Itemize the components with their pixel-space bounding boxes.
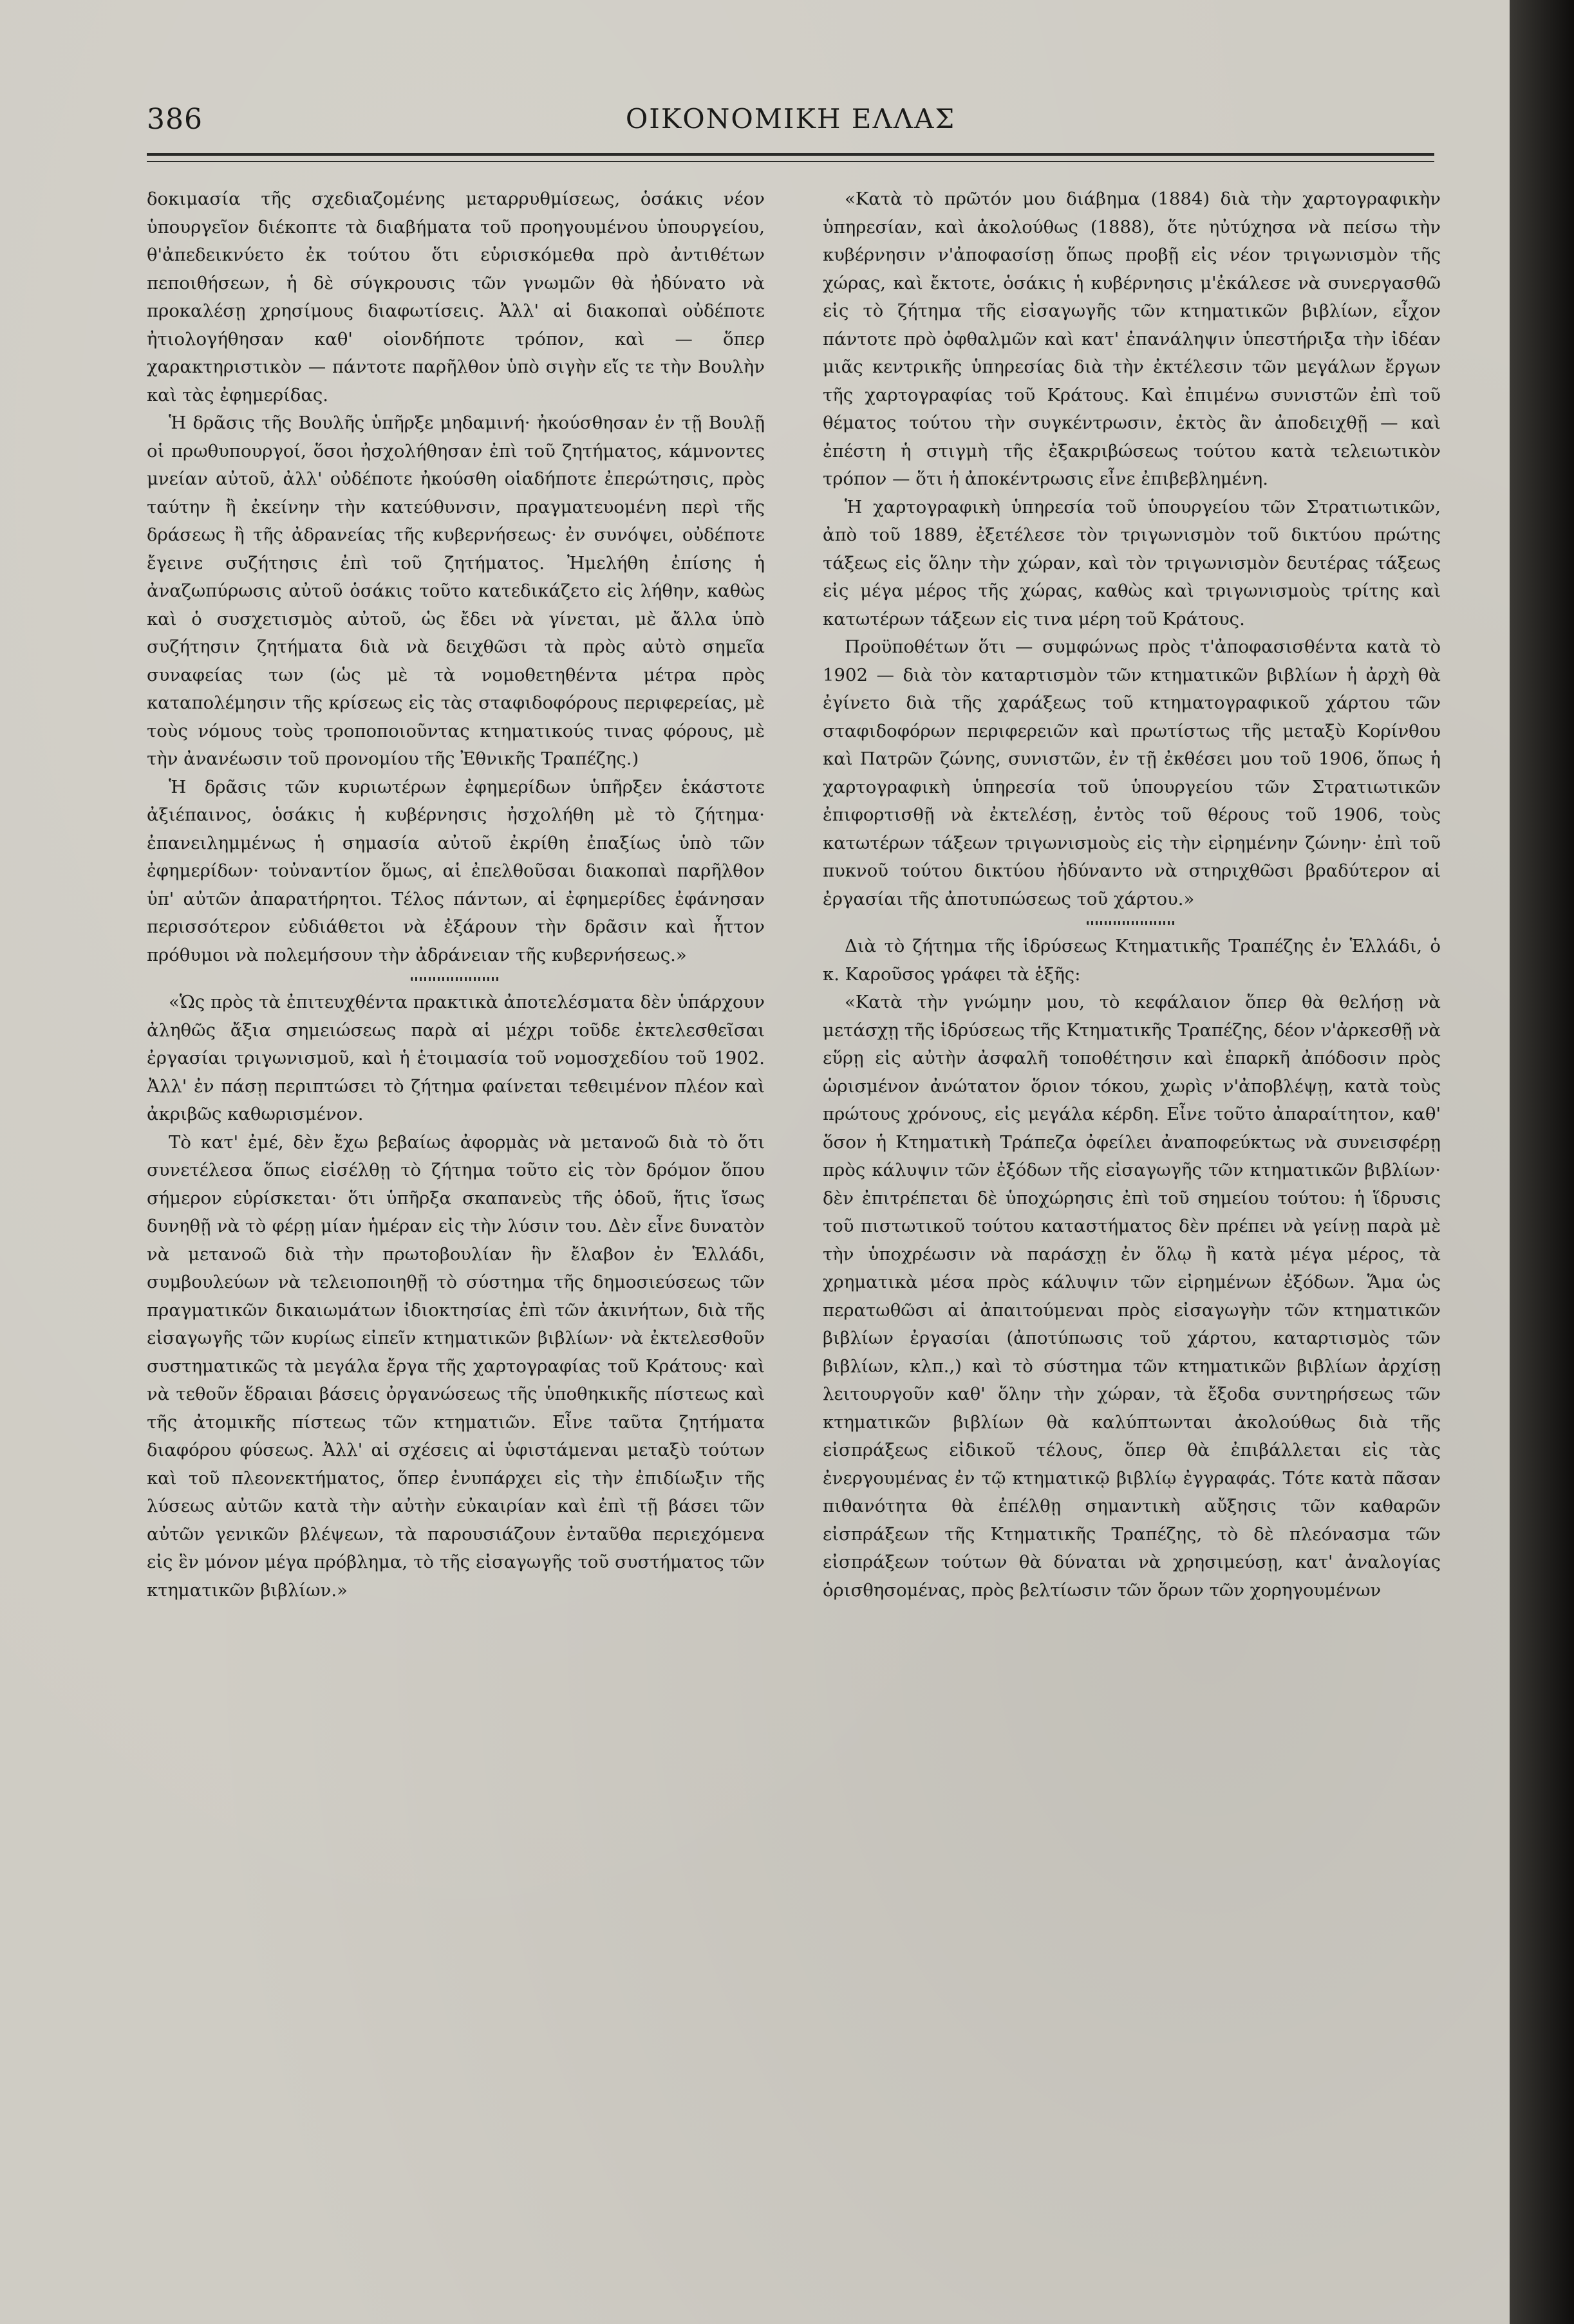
header-rule-thin [147,161,1434,162]
paragraph: Τὸ κατ' ἐμέ, δὲν ἔχω βεβαίως ἀφορμὰς νὰ μετανοῶ διὰ τὸ ὅτι συνετέλεσα ὅπως εἰσέλθῃ τὸ ζήτημα τοῦτο εἰς τὸν δρόμον ὅπου σήμερον εὑρίσκεται· ὅτι ὑπῆρξα σκαπανεὺς τῆς ὁδοῦ, ἥτις ἴσως δυνηθῇ νὰ τὸ φέρῃ μίαν ἡμέραν εἰς τὴν λύσιν του. Δὲν εἶνε δυνατὸν νὰ μετανοῶ διὰ τὴν πρωτοβουλίαν ἣν ἔλαβον ἐν Ἑλλάδι, συμβουλεύων νὰ τελειοποιηθῇ τὸ σύστημα τῆς δημοσιεύσεως τῶν πραγματικῶν δικαιωμάτων ἰδιοκτησίας ἐπὶ τῶν ἀκινήτων, διὰ τῆς εἰσαγωγῆς τῶν κυρίως εἰπεῖν κτηματικῶν βιβλίων· νὰ ἐκτελεσθοῦν συστηματικῶς τὰ μεγάλα ἔργα τῆς χαρτογραφίας τοῦ Κράτους· καὶ νὰ τεθοῦν ἕδραιαι βάσεις ὀργανώσεως τῆς ὑποθηκικῆς πίστεως καὶ τῆς ἀτομικῆς πίστεως τῶν κτηματιῶν. Εἶνε ταῦτα ζητήματα διαφόρου φύσεως. Ἀλλ' αἱ σχέσεις αἱ ὑφιστάμεναι μεταξὺ τούτων καὶ τοῦ πλεονεκτήματος, ὅπερ ἐνυπάρχει εἰς τὴν ἐπιδίωξιν τῆς λύσεως αὐτῶν κατὰ τὴν αὐτὴν εὐκαιρίαν καὶ ἐπὶ τῇ βάσει τῶν αὐτῶν γενικῶν βλέψεων, τὰ παρουσιάζουν ἐνταῦθα περιεχόμενα εἰς ἓν μόνον μέγα πρόβλημα, τὸ τῆς εἰσαγωγῆς τοῦ συστήματος τῶν κτηματικῶν βιβλίων.» [147,1131,765,1601]
section-divider [823,916,1441,929]
left-column [147,185,765,1604]
paragraph: Ἡ δρᾶσις τῆς Βουλῆς ὑπῆρξε μηδαμινή· ἠκούσθησαν ἐν τῇ Βουλῇ οἱ πρωθυπουργοί, ὅσοι ἠσχολήθησαν ἐπὶ τοῦ ζητήματος, κάμνοντες μνείαν αὐτοῦ, ἀλλ' οὐδέποτε ἠκούσθη οἱαδήποτε ἐπερώτησις, πρὸς ταύτην ἢ ἐκείνην τὴν κατεύθυνσιν, πραγματευομένη περὶ τῆς δράσεως ἢ τῆς ἀδρανείας τῆς κυβερνήσεως· ἐν συνόψει, οὐδέποτε ἔγεινε συζήτησις ἐπὶ τοῦ ζητήματος. Ἠμελήθη ἐπίσης ἡ ἀναζωπύρωσις αὐτοῦ ὁσάκις τοῦτο κατεδικάζετο εἰς λήθην, καθὼς καὶ ὁ συσχετισμὸς αὐτοῦ, ὡς ἔδει νὰ γίνεται, μὲ ἄλλα ὑπὸ συζήτησιν ζητήματα διὰ νὰ δειχθῶσι τὰ πρὸς αὐτὸ σημεῖα συναφείας των (ὡς μὲ τὰ νομοθετηθέντα μέτρα πρὸς καταπολέμησιν τῆς κρίσεως εἰς τὰς σταφιδοφόρους περιφερείας, μὲ τοὺς νόμους τοὺς τροποποιοῦντας κτηματικούς τινας φόρους, μὲ τὴν ἀνανέωσιν τοῦ προνομίου τῆς Ἐθνικῆς Τραπέζης.) [147,413,765,769]
paragraph: «Κατὰ τὴν γνώμην μου, τὸ κεφάλαιον ὅπερ θὰ θελήσῃ νὰ μετάσχῃ τῆς ἱδρύσεως τῆς Κτηματικῆς Τραπέζης, δέον ν'ἀρκεσθῇ νὰ εὕρῃ εἰς αὐτὴν ἀσφαλῆ τοποθέτησιν καὶ ἐπαρκῆ ἀπόδοσιν πρὸς ὡρισμένον ἀνώτατον ὅριον τόκου, χωρὶς ν'ἀποβλέψῃ, κατὰ τοὺς πρώτους χρόνους, εἰς μεγάλα κέρδη. Εἶνε τοῦτο ἀπαραίτητον, καθ' ὅσον ἡ Κτηματικὴ Τράπεζα ὀφείλει ἀναποφεύκτως νὰ συνεισφέρῃ πρὸς κάλυψιν τῶν ἐξόδων τῆς εἰσαγωγῆς τῶν κτηματικῶν βιβλίων· δὲν ἐπιτρέπεται δὲ ὑποχώρησις ἐπὶ τοῦ σημείου τούτου: ἡ ἵδρυσις τοῦ πιστωτικοῦ τούτου καταστήματος δὲν πρέπει νὰ γείνῃ παρὰ μὲ τὴν ὑποχρέωσιν νὰ παράσχῃ ἐν ὅλῳ ἢ κατὰ μέγα μέρος, τὰ χρηματικὰ μέσα πρὸς κάλυψιν τῶν εἰρημένων ἐξόδων. Ἅμα ὡς περατωθῶσι αἱ ἀπαιτούμεναι πρὸς εἰσαγωγὴν τῶν κτηματικῶν βιβλίων ἐργασίαι (ἀποτύπωσις τοῦ χάρτου, καταρτισμὸς τῶν βιβλίων, κλπ.,) καὶ τὸ σύστημα τῶν κτηματικῶν βιβλίων ἀρχίσῃ λειτουργοῦν καθ' ὅλην τὴν χώραν, τὰ ἔξοδα συντηρήσεως τῶν κτηματικῶν βιβλίων θὰ καλύπτωνται ἀκολούθως διὰ τῆς εἰσπράξεως εἰδικοῦ τέλους, ὅπερ θὰ ἐπιβάλλεται εἰς τὰς ἐνεργουμένας ἐν τῷ κτηματικῷ βιβλίῳ ἐγγραφάς. Τότε κατὰ πᾶσαν πιθανότητα θὰ ἐπέλθῃ σημαντικὴ αὔξησις τῶν καθαρῶν εἰσπράξεων τῆς Κτηματικῆς Τραπέζης, τὸ δὲ πλεόνασμα τῶν εἰσπράξεων τούτων θὰ δύναται νὰ χρησιμεύσῃ, κατ' ἀναλογίας ὁρισθησομένας, πρὸς βελτίωσιν τῶν ὅρων τῶν χορηγουμένων [823,992,1441,1601]
running-title: ΟΙΚΟΝΟΜΙΚΗ ΕΛΛΑΣ [625,103,956,135]
paragraph: Ἡ χαρτογραφικὴ ὑπηρεσία τοῦ ὑπουργείου τῶν Στρατιωτικῶν, ἀπὸ τοῦ 1889, ἐξετέλεσε τὸν τριγωνισμὸν τοῦ δικτύου πρώτης τάξεως εἰς ὅλην τὴν χώραν, καὶ τὸν τριγωνισμὸν δευτέρας τάξεως εἰς μέγα μέρος τῆς χώρας, καθὼς καὶ τριγωνισμοὺς τρίτης καὶ κατωτέρων τάξεων εἰς τινα μέρη τοῦ Κράτους. [823,496,1441,629]
paragraph: Διὰ τὸ ζήτημα τῆς ἱδρύσεως Κτηματικῆς Τραπέζης ἐν Ἑλλάδι, ὁ κ. Καροῦσος γράφει τὰ ἑξῆς: [823,936,1441,985]
paragraph: Προϋποθέτων ὅτι — συμφώνως πρὸς τ'ἀποφασισθέντα κατὰ τὸ 1902 — διὰ τὸν καταρτισμὸν τῶν κτηματικῶν βιβλίων ἡ ἀρχὴ θὰ ἐγίνετο διὰ τῆς χαράξεως τοῦ κτηματογραφικοῦ χάρτου τῶν σταφιδοφόρων περιφερειῶν καὶ πρωτίστως τῆς μεταξὺ Κορίνθου καὶ Πατρῶν ζώνης, συνιστῶν, ἐν τῇ ἐκθέσει μου τοῦ 1906, ὅπως ἡ χαρτογραφικὴ ὑπηρεσία τοῦ ὑπουργείου τῶν Στρατιωτικῶν ἐπιφορτισθῇ νὰ ἐκτελέσῃ, ἐντὸς τοῦ θέρους τοῦ 1906, τοὺς κατωτέρων τάξεων τριγωνισμοὺς εἰς τὴν εἰρημένην ζώνην· ἐπὶ τοῦ πυκνοῦ τούτου δικτύου ἠδύναντο νὰ στηριχθῶσι βραδύτερον αἱ ἐργασίαι τῆς ἀποτυπώσεως τοῦ χάρτου.» [823,637,1441,909]
paragraph: «Ὡς πρὸς τὰ ἐπιτευχθέντα πρακτικὰ ἀποτελέσματα δὲν ὑπάρχουν ἀληθῶς ἄξια σημειώσεως παρὰ αἱ μέχρι τοῦδε ἐκτελεσθεῖσαι ἐργασίαι τριγωνισμοῦ, καὶ ἡ ἑτοιμασία τοῦ νομοσχεδίου τοῦ 1902. Ἀλλ' ἐν πάσῃ περιπτώσει τὸ ζήτημα φαίνεται τεθειμένον πλέον καὶ ἀκριβῶς καθωρισμένον. [147,992,765,1124]
paragraph: δοκιμασία τῆς σχεδιαζομένης μεταρρυθμίσεως, ὁσάκις νέον ὑπουργεῖον διέκοπτε τὰ διαβήματα τοῦ προηγουμένου ὑπουργείου, θ'ἀπεδεικνύετο ἐκ τούτου ὅτι εὑρισκόμεθα πρὸ ἀντιθέτων πεποιθήσεων, ἡ δὲ σύγκρουσις τῶν γνωμῶν θὰ ἠδύνατο νὰ προκαλέσῃ χρησίμους διαφωτίσεις. Ἀλλ' αἱ διακοπαὶ οὐδέποτε ἠτιολογήθησαν καθ' οἱονδήποτε τρόπον, καὶ — ὅπερ χαρακτηριστικὸν — πάντοτε παρῆλθον ὑπὸ σιγὴν εἴς τε τὴν Βουλὴν καὶ τὰς ἐφημερίδας. [147,189,765,405]
right-column [823,185,1441,1604]
page-header [147,103,1434,148]
paragraph: Ἡ δρᾶσις τῶν κυριωτέρων ἐφημερίδων ὑπῆρξεν ἑκάστοτε ἀξιέπαινος, ὁσάκις ἡ κυβέρνησις ἠσχολήθη μὲ τὸ ζήτημα· ἐπανειλημμένως ἡ σημασία αὐτοῦ ἐκρίθη ἐπαξίως ὑπὸ τῶν ἐφημερίδων· τοὐναντίον ὅμως, αἱ ἐπελθοῦσαι διακοπαὶ παρῆλθον ὑπ' αὐτῶν ἀπαρατήρητοι. Τέλος πάντων, αἱ ἐφημερίδες ἐφάνησαν περισσότερον εὐδιάθετοι νὰ ἐξάρουν τὴν δρᾶσιν καὶ ἧττον πρόθυμοι νὰ πολεμήσουν τὴν ἀδράνειαν τῆς κυβερνήσεως.» [147,776,765,965]
page-number: 386 [147,103,203,136]
paragraph: «Κατὰ τὸ πρῶτόν μου διάβημα (1884) διὰ τὴν χαρτογραφικὴν ὑπηρεσίαν, καὶ ἀκολούθως (1888), ὅτε ηὐτύχησα νὰ πείσω τὴν κυβέρνησιν ν'ἀποφασίσῃ ὅπως προβῇ εἰς νέον τριγωνισμὸν τῆς χώρας, καὶ ἔκτοτε, ὁσάκις ἡ κυβέρνησις μ'ἐκάλεσε νὰ συνεργασθῶ εἰς τὸ ζήτημα τῆς εἰσαγωγῆς τῶν κτηματικῶν βιβλίων, εἶχον πάντοτε πρὸ ὀφθαλμῶν καὶ κατ' ἐπανάληψιν ὑπεστήριξα τὴν ἰδέαν μιᾶς κεντρικῆς ὑπηρεσίας διὰ τὴν ἐκτέλεσιν τῶν μεγάλων ἔργων τῆς χαρτογραφίας τοῦ Κράτους. Καὶ ἐπιμένω συνιστῶν ἐπὶ τοῦ θέματος τούτου τὴν συγκέντρωσιν, ἐκτὸς ἂν ἀποδειχθῇ — καὶ ἐπέστη ἡ στιγμὴ τῆς ἐξακριβώσεως τούτου κατὰ τελειωτικὸν τρόπον — ὅτι ἡ ἀποκέντρωσις εἶνε ἐπιβεβλημένη. [823,189,1441,489]
header-rule [147,153,1434,156]
binding-shadow [1510,0,1574,2324]
section-divider [147,972,765,985]
